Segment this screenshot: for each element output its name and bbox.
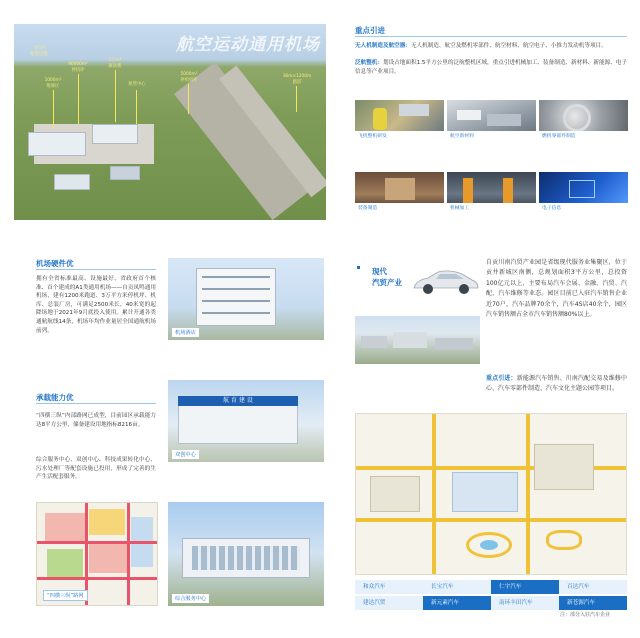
footnote: 注：部分入驻汽车企业	[560, 612, 611, 618]
brand-item: 和众汽车	[355, 580, 423, 594]
grid-caption: 飞机整机研发	[355, 131, 444, 140]
callout-0: 飞行区 配套设施	[30, 46, 48, 57]
grid-photo-aircraft-assembly	[355, 100, 444, 140]
brand-item: 南环丰田汽车	[491, 596, 559, 610]
auto-park-aerial-photo	[355, 316, 480, 364]
capacity-paragraph-1: “四横三纵”内部路网已成型，目前园区承载能力达8平方公里，储备建设用地指标8216亩。	[36, 413, 156, 428]
brand-item: 新元素汽车	[423, 596, 491, 610]
grid-caption: 电子信息	[539, 203, 628, 212]
road-network-map	[36, 502, 158, 606]
terminal-building	[28, 132, 86, 156]
map-caption: “四横三纵”路网	[43, 590, 88, 601]
title-rule	[36, 403, 156, 404]
photo-caption: 双创中心	[172, 450, 199, 459]
brand-item: 仁宇汽车	[491, 580, 559, 594]
callout-2: 90000m² 停机坪	[68, 62, 88, 73]
callout-line	[115, 70, 116, 122]
service-center-photo	[168, 502, 324, 606]
callout-1: 1000m² 维修区	[44, 78, 62, 89]
auto-key-text: 重点引进：新能源汽车销售、川南汽配交易及维修中心、汽车零部件制造、汽车文化主题公园等项目。	[486, 375, 627, 393]
airport-title: 机场硬件优	[36, 259, 74, 268]
auto-title: 现代 汽贸产业	[372, 267, 402, 287]
grid-photo-equipment	[355, 172, 444, 212]
callout-4: 航管中心	[128, 82, 146, 87]
hangar-building	[92, 124, 138, 144]
capacity-title: 承载能力优	[36, 393, 74, 402]
photo-caption: 机场酒店	[172, 328, 199, 337]
brand-item: 长宝汽车	[423, 580, 491, 594]
title-marker	[357, 266, 360, 269]
callout-line	[78, 74, 79, 124]
capacity-paragraph-2: 综合服务中心、双创中心、科技成果转化中心、污水处理厂等配套设施已投用，形成了完善的生产生活配套服务。	[36, 457, 156, 481]
grid-photo-materials	[447, 100, 536, 140]
airport-aerial-photo	[14, 24, 326, 220]
photo-caption: 综合服务中心	[172, 594, 209, 603]
callout-3: 2万m² 航站楼	[108, 58, 122, 69]
title-rule	[355, 36, 627, 37]
title-rule	[36, 269, 156, 270]
aerial-title: 航空运动通用机场	[176, 35, 320, 55]
grid-photo-electronics	[539, 172, 628, 212]
callout-5: 5000m² 停机机库	[180, 72, 198, 83]
intro-title: 重点引进	[355, 26, 385, 35]
intro-paragraph-2: 泛航整机：划设占地面积1.5平方公里的泛航整机区域，重点引进机械加工、装备制造、新材料、新能源、电子信息等产业项目。	[355, 60, 627, 75]
auto-park-map	[355, 413, 627, 575]
grid-photo-turbine-parts	[539, 100, 628, 140]
grid-caption: 装备制造	[355, 203, 444, 212]
support-building	[54, 174, 90, 190]
grid-caption: 燃机零部件制造	[539, 131, 628, 140]
innovation-center-photo	[168, 380, 324, 462]
brand-item: 新苍源汽车	[559, 596, 627, 610]
auto-text: 自贡川南汽贸产业园是省级现代服务业集聚区，位于贡井新城区南侧，总规划面积3平方公里，总投资100亿元以上，主要布局汽车会展、金融、汽贸、汽配、汽车维修等业态。园区目前已入驻汽车销售企业近70户，汽车品牌70余个，汽车4S店40余个，园区汽车销售额占全市汽车销售额80%以上。	[486, 259, 627, 319]
callout-line	[188, 84, 189, 114]
brand-item: 建达汽贸	[355, 596, 423, 610]
maintenance-building	[110, 166, 140, 180]
car-illustration	[410, 266, 480, 298]
airport-text: 拥有全省标准最高、设施最好、省政府首个核准、首个建成的A1类通用机场——自贡凤鸣通用机场，建有1200米跑道、3万平方米停机坪、机库、总装厂房，可满足2500米长、40米宽的起降场地于2021年9月底投入使用。累计开通各类通航航线14条，机场年均作业量居全国通航机场前列。	[36, 276, 156, 334]
grid-caption: 航空新材料	[447, 131, 536, 140]
intro-paragraph-1: 无人机制造及航空器：无人机制造、航空及燃机零部件、航空材料、航空电子、小推力发动机等项目。	[355, 43, 607, 49]
grid-caption: 机械加工	[447, 203, 536, 212]
grid-photo-machining	[447, 172, 536, 212]
brand-item: 百达汽车	[559, 580, 627, 594]
callout-line	[136, 90, 137, 124]
building-sign: 航 育 建 设	[178, 396, 298, 406]
callout-6: 30m×1200m 跑道	[282, 74, 312, 85]
airport-hotel-photo	[168, 258, 324, 340]
callout-line	[53, 90, 54, 128]
callout-line	[296, 86, 297, 112]
